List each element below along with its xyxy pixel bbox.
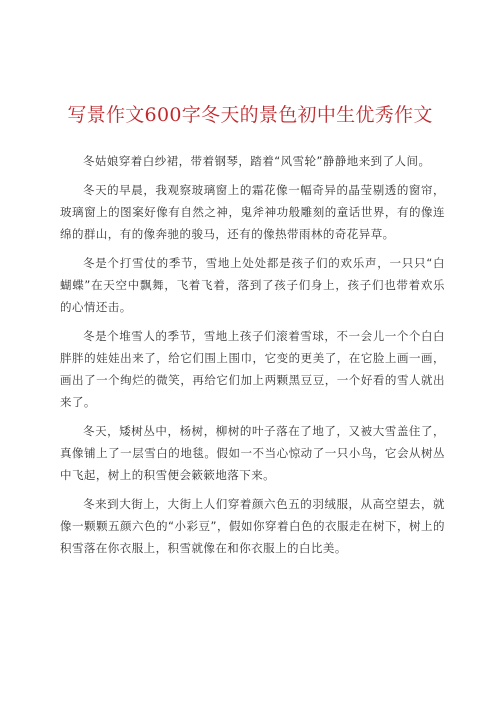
paragraph-3: 冬是个打雪仗的季节，雪地上处处都是孩子们的欢乐声，一只只“白蝴蝶”在天空中飘舞，飞着飞着，落到了孩子们身上，孩子们也带着欢乐的心情还击。 xyxy=(60,256,445,314)
document-body xyxy=(60,150,445,566)
paragraph-6: 冬来到大街上，大街上人们穿着颜六色五的羽绒服，从高空望去，就像一颗颗五颜六色的“小彩豆”，假如你穿着白色的衣服走在树下，树上的积雪落在你衣服上，积雪就像在和你衣服上的白比美。 xyxy=(60,497,445,555)
paragraph-1: 冬姑娘穿着白纱裙，带着钢琴，踏着“风雪轮”静静地来到了人间。 xyxy=(83,154,431,168)
paragraph-4: 冬是个堆雪人的季节，雪地上孩子们滚着雪球，不一会儿一个个白白胖胖的娃娃出来了，给它们围上围巾，它变的更美了，在它脸上画一画，画出了一个绚烂的微笑，再给它们加上两颗黑豆豆，一个好看的雪人就出来了。 xyxy=(60,329,445,409)
paragraph-2: 冬天的早晨，我观察玻璃窗上的霜花像一幅奇异的晶莹剔透的窗帘，玻璃窗上的图案好像有自然之神，鬼斧神功般雕刻的童话世界，有的像连绵的群山，有的像奔驰的骏马，还有的像热带雨林的奇花异草。 xyxy=(60,183,445,241)
paragraph-5: 冬天，矮树丛中，杨树，柳树的叶子落在了地了，又被大雪盖住了，真像铺上了一层雪白的地毯。假如一不当心惊动了一只小鸟，它会从树丛中飞起，树上的积雪便会簌簌地落下来。 xyxy=(60,424,445,482)
document-title: 写景作文600字冬天的景色初中生优秀作文 xyxy=(67,104,433,126)
